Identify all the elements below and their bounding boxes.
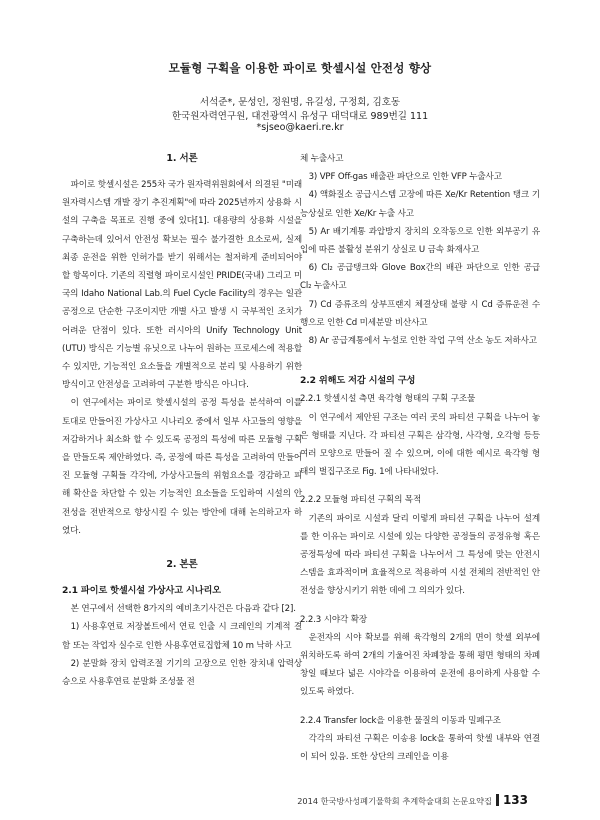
subsection-text: 각각의 파티션 구획은 이송용 lock을 통하여 핫셀 내부와 연결이 되어 있음. 또한 상단의 크레인을 이용 xyxy=(300,733,540,763)
intro-paragraph: 파이로 핫셀시설은 255차 국가 원자력위원회에서 의결된 "미래 원자력시스템 개발 장기 추진계획"에 따라 2025년까지 상용화 시설의 구축을 목표로 진행 중에 있다[1]. 대용량의 상용화 시설을 구축하는데 있어서 안전성 확보는 필수 불가결한 요소로써, 실제 최종 운전을 위한 인허가를 받기 위해서는 철저하게 준비되어야 할 항목이다. 기존의 직렬형 파이로시설인 PRIDE(국내) 그리고 미국의 Idaho National Lab.의 Fuel Cycle Facility의 경우는 일관공정으로 단순한 구조이지만 개별 사고 발생 시 국부적인 조치가 어려운 단점이 있다. 또한 러시아의 Unify Technology Unit (UTU) 방식은 기능별 유닛으로 나누어 원하는 프로세스에 적용할 수 있지만, 기능적인 요소들을 개별적으로 분리 및 사용하기 위한 방식이고 안전성을 고려하여 구분한 방식은 아니다. xyxy=(62,180,302,391)
subsection-text: 본 연구에서 선택한 8가지의 예비초기사건은 다음과 같다 [2]. xyxy=(70,604,296,615)
footer-divider xyxy=(496,794,499,806)
subsection-text: 운전자의 시야 확보를 위해 육각형의 2개의 면이 핫셀 외부에 위치하도록 하여 2개의 기울어진 차폐창을 통해 평면 형태의 차폐창일 때보다 넓은 시야각을 이용하여 운전에 용이하게 사용할 수 있도록 하였다. xyxy=(300,632,540,698)
subsection-text: 이 연구에서 제안된 구조는 여러 곳의 파티션 구획을 나누어 놓은 형태를 지닌다. 각 파티션 구획은 삼각형, 사각형, 오각형 등등 여러 모양으로 만들어 질 수 있으며, 이에 대한 예시로 육각형 형태의 벌집구조로 Fig. 1에 나타내었다. xyxy=(300,412,540,478)
subsection-heading: 2.1 파이로 핫셀시설 가상사고 시나리오 xyxy=(62,585,221,597)
page-footer xyxy=(297,793,528,807)
conference-name: 2014 한국방사성폐기물학회 추계학술대회 논문요약집 xyxy=(297,796,492,806)
intro-paragraph: 이 연구에서는 파이로 핫셀시설의 공정 특성을 분석하여 이를 토대로 만들어진 가상사고 시나리오 중에서 일부 사고들의 영향을 저감하거나 최소화 할 수 있도록 공정의 특성에 따른 모듈형 구획을 만들도록 제안하였다. 즉, 공정에 따른 특성을 고려하여 만들어진 모듈형 구획들 각각에, 가상사고들의 위험요소를 경감하고 피해 확산을 차단할 수 있는 기능적인 요소들을 도입하여 시설의 안전성을 전반적으로 향상시킬 수 있는 방안에 대해 논의하고자 하였다. xyxy=(62,398,302,536)
subsubsection-heading: 2.2.2 모듈형 파티션 구획의 목적 xyxy=(300,495,422,506)
scenario-item: 1) 사용후연료 저장볼트에서 연료 인출 시 크레인의 기계적 결함 또는 작업자 실수로 인한 사용후연료집합체 10 m 낙하 사고 xyxy=(62,622,302,651)
left-column xyxy=(62,150,302,691)
scenario-item: 8) Ar 공급계통에서 누설로 인한 작업 구역 산소 농도 저하사고 xyxy=(308,336,537,347)
right-column xyxy=(300,150,540,766)
subsubsection-heading: 2.2.1 핫셀시설 측면 육각형 형태의 구획 구조물 xyxy=(300,394,476,405)
paper-title: 모듈형 구획을 이용한 파이로 핫셀시설 안전성 향상 xyxy=(168,61,432,75)
paper-email: *sjseo@kaeri.re.kr xyxy=(256,122,344,133)
paper-affiliation: 한국원자력연구원, 대전광역시 유성구 대덕대로 989번길 111 xyxy=(171,111,429,122)
subsection-heading: 2.2 위해도 저감 시설의 구성 xyxy=(300,375,416,387)
subsubsection-heading: 2.2.3 시야각 확장 xyxy=(300,614,368,625)
scenario-item: 체 누출사고 xyxy=(300,154,344,164)
subsubsection-heading: 2.2.4 Transfer lock을 이용한 물질의 이동과 밀폐구조 xyxy=(300,715,501,726)
section-heading-body: 2. 본론 xyxy=(166,559,198,571)
scenario-item: 7) Cd 증류조의 상부프랜지 체결상태 불량 시 Cd 증류운전 수행으로 인한 Cd 미세분말 비산사고 xyxy=(300,299,540,328)
scenario-item: 5) Ar 배기계통 과압방지 장치의 오작동으로 인한 외부공기 유입에 따른 불활성 분위기 상실로 U 금속 화재사고 xyxy=(300,226,540,256)
scenario-item: 3) VPF Off-gas 배출관 파단으로 인한 VFP 누출사고 xyxy=(308,172,502,183)
subsection-text: 기존의 파이로 시설과 달리 이렇게 파티션 구획을 나누어 설계를 한 이유는 파이로 시설에 있는 다양한 공정들의 공정유형 혹은 공정특성에 따라 파티션 구획을 나누어서 그 특성에 맞는 안전시스템을 효과적이며 효율적으로 적용하여 시설 전체의 전반적인 안전성을 향상시키기 위한 데에 그 의의가 있다. xyxy=(300,513,540,597)
scenario-item: 4) 액화질소 공급시스템 고장에 따른 Xe/Kr Retention 탱크 기능상실로 인한 Xe/Kr 누출 사고 xyxy=(300,190,540,219)
page-number: 133 xyxy=(502,793,528,807)
section-heading-introduction: 1. 서론 xyxy=(166,153,198,164)
scenario-item: 6) Cl₂ 공급탱크와 Glove Box간의 배관 파단으로 인한 공급 Cl₂ 누출사고 xyxy=(300,263,540,292)
scenario-item: 2) 분말화 장치 압력조절 기기의 고장으로 인한 장치내 압력상승으로 사용후연료 분말화 조성물 전 xyxy=(62,658,302,688)
paper-authors: 서석준*, 문성인, 정원명, 유길성, 구정회, 김호동 xyxy=(199,97,401,108)
